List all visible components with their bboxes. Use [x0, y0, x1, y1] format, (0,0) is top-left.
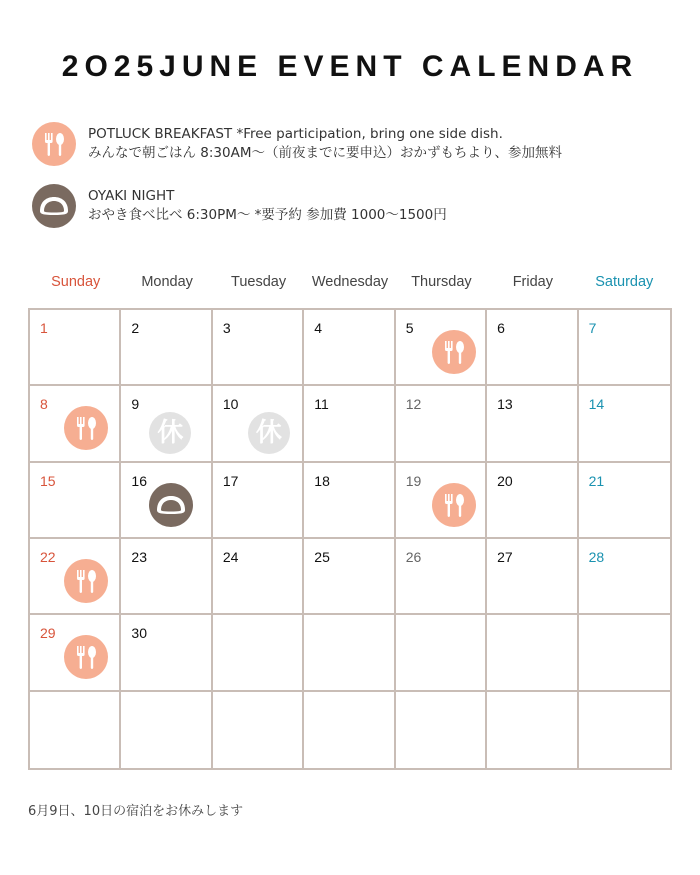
- closed-mark: 休: [248, 412, 290, 454]
- fork-spoon-icon: [64, 406, 108, 450]
- day-number: 23: [131, 549, 147, 565]
- day-number: 15: [40, 472, 56, 489]
- day-cell-30: [121, 615, 212, 691]
- day-number: 6: [497, 320, 505, 336]
- footer-note: 6月9日、10日の宿泊をお休みします: [28, 804, 244, 819]
- empty-cell: [396, 692, 487, 768]
- day-number: 4: [314, 320, 323, 336]
- day-number: 27: [497, 549, 513, 565]
- empty-cell: [304, 692, 395, 768]
- empty-cell: [304, 615, 395, 691]
- day-number: 2: [131, 320, 140, 336]
- day-number: 8: [40, 396, 48, 413]
- day-cell-13: [487, 386, 578, 462]
- day-cell-20: [487, 463, 578, 539]
- day-cell-4: [304, 310, 395, 386]
- day-cell-26: [396, 539, 487, 615]
- legend-title-oyaki: OYAKI NIGHT: [88, 188, 175, 204]
- legend-text-oyaki: [88, 187, 447, 225]
- day-number: 9: [131, 396, 140, 413]
- day-number: 20: [497, 472, 513, 489]
- weekday-monday: Monday: [141, 274, 193, 290]
- empty-cell: [213, 692, 304, 768]
- oyaki-icon: [32, 184, 76, 228]
- day-number: 18: [314, 472, 330, 489]
- empty-cell: [396, 615, 487, 691]
- day-cell-1: [30, 310, 121, 386]
- empty-cell: [487, 615, 578, 691]
- weekday-wednesday: Wednesday: [311, 274, 389, 290]
- legend-detail-oyaki: おやき食べ比べ 6:30PM〜 *要予約 参加費 1000〜1500円: [88, 207, 447, 223]
- day-cell-15: [30, 463, 121, 539]
- day-cell-18: [304, 463, 395, 539]
- day-cell-29: [30, 615, 121, 691]
- day-cell-14: [579, 386, 670, 462]
- empty-cell: [121, 692, 212, 768]
- day-cell-21: [579, 463, 670, 539]
- legend-detail-breakfast: みんなで朝ごはん 8:30AM〜（前夜までに要申込）おかずもちより、参加無料: [88, 145, 562, 161]
- day-cell-12: [396, 386, 487, 462]
- legend-text-breakfast: [88, 125, 562, 163]
- empty-cell: [579, 692, 670, 768]
- day-cell-25: [304, 539, 395, 615]
- empty-cell: [213, 615, 304, 691]
- day-number: 16: [131, 472, 147, 489]
- day-cell-23: [121, 539, 212, 615]
- closed-mark: 休: [149, 412, 191, 454]
- day-number: 17: [222, 472, 239, 489]
- day-cell-22: [30, 539, 121, 615]
- day-number: 12: [405, 396, 422, 413]
- weekday-thursday: Thursday: [411, 274, 472, 290]
- day-number: 21: [588, 472, 605, 489]
- day-cell-9: [121, 386, 212, 462]
- day-cell-24: [213, 539, 304, 615]
- day-number: 28: [588, 549, 605, 565]
- page-title: 2O25JUNE EVENT CALENDAR: [61, 50, 639, 83]
- day-number: 19: [405, 472, 422, 489]
- weekday-tuesday: Tuesday: [231, 274, 287, 290]
- day-number: 14: [588, 396, 605, 413]
- day-number: 24: [222, 549, 239, 565]
- day-cell-27: [487, 539, 578, 615]
- oyaki-icon: [149, 483, 193, 527]
- fork-spoon-icon: [432, 483, 476, 527]
- day-cell-19: [396, 463, 487, 539]
- day-cell-3: [213, 310, 304, 386]
- weekday-header: [30, 274, 672, 294]
- day-cell-2: [121, 310, 212, 386]
- weekday-friday: Friday: [512, 274, 553, 290]
- day-cell-6: [487, 310, 578, 386]
- calendar-grid: [28, 308, 672, 770]
- fork-spoon-icon: [64, 559, 108, 603]
- weekday-sunday: Sunday: [51, 274, 101, 290]
- day-cell-17: [213, 463, 304, 539]
- fork-spoon-icon: [432, 330, 476, 374]
- day-number: 3: [222, 320, 231, 336]
- day-number: 30: [131, 625, 147, 642]
- day-cell-10: [213, 386, 304, 462]
- day-number: 5: [405, 320, 414, 336]
- day-number: 13: [497, 396, 513, 413]
- fork-spoon-icon: [64, 635, 108, 679]
- day-number: 7: [588, 320, 597, 336]
- day-number: 29: [40, 625, 56, 642]
- day-cell-16: [121, 463, 212, 539]
- day-cell-7: [579, 310, 670, 386]
- day-number: 1: [40, 320, 48, 336]
- day-number: 11: [314, 396, 329, 413]
- legend-title-breakfast: POTLUCK BREAKFAST *Free participation, bring one side dish.: [88, 126, 503, 142]
- empty-cell: [579, 615, 670, 691]
- day-number: 26: [405, 549, 422, 565]
- weekday-saturday: Saturday: [595, 274, 654, 290]
- day-number: 25: [314, 549, 330, 565]
- empty-cell: [487, 692, 578, 768]
- day-cell-8: [30, 386, 121, 462]
- day-cell-11: [304, 386, 395, 462]
- day-cell-5: [396, 310, 487, 386]
- empty-cell: [30, 692, 121, 768]
- fork-spoon-icon: [32, 122, 76, 166]
- day-number: 10: [222, 396, 239, 413]
- day-number: 22: [40, 549, 56, 565]
- day-cell-28: [579, 539, 670, 615]
